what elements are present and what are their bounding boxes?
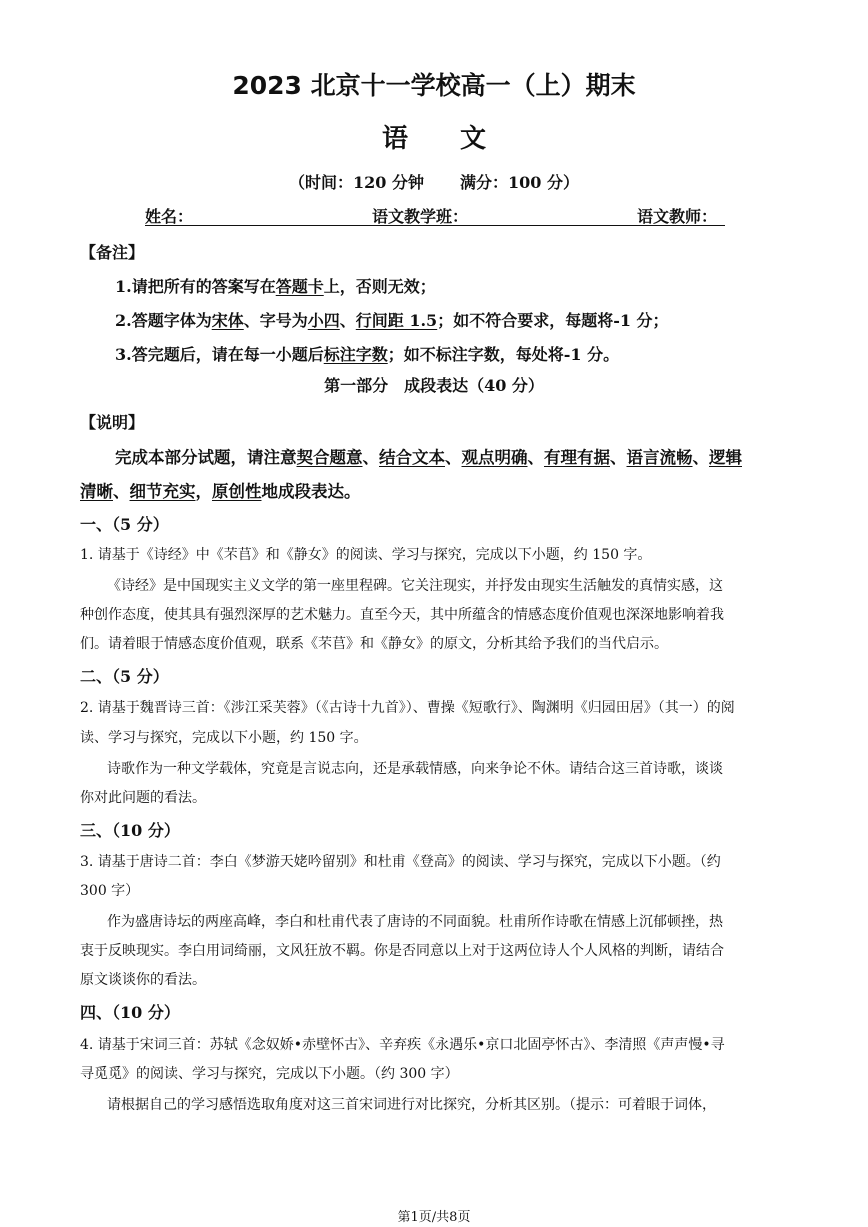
note-3-text-end: ；如不标注字数，每处将-1 分。 — [387, 345, 620, 364]
explain-req-4: 有理有据 — [544, 448, 610, 467]
explain-req-6-cont: 清晰 — [80, 482, 113, 501]
question-3-heading: 三、（10 分） — [80, 821, 180, 840]
exam-score: 满分：100 分） — [460, 173, 579, 192]
note-1-text: 1.请把所有的答案写在 — [115, 277, 276, 296]
name-label: 姓名： — [145, 207, 194, 226]
subject-title: 语文 — [381, 124, 538, 154]
question-1-heading: 一、（5 分） — [80, 515, 169, 534]
explain-line-2 — [80, 478, 361, 502]
student-info-line — [145, 204, 725, 226]
note-2-spacing: 行间距 1.5 — [355, 311, 438, 330]
note-3 — [115, 342, 619, 365]
explain-req-8: 原创性 — [212, 482, 262, 501]
question-1-text: 种创作态度，使其具有强烈深厚的艺术魅力。直至今天，其中所蕴含的情感态度价值观也深深地影响着我 — [80, 607, 724, 623]
question-4-text: 请根据自己的学习感悟选取角度对这三首宋词进行对比探究，分析其区别。（提示：可着眼于词体， — [107, 1097, 716, 1113]
question-4-heading: 四、（10 分） — [80, 1003, 180, 1022]
note-2-font: 宋体 — [211, 311, 244, 330]
note-2-sep: 、 — [339, 311, 356, 330]
note-2-size: 小四 — [307, 311, 340, 330]
explain-req-2: 结合文本 — [379, 448, 445, 467]
explain-req-1: 契合题意 — [296, 448, 363, 467]
explain-req-3: 观点明确 — [461, 448, 528, 467]
explain-sep: 、 — [445, 448, 462, 467]
note-1 — [115, 274, 436, 297]
explain-heading: 【说明】 — [80, 413, 145, 432]
question-2-prompt: 读、学习与探究，完成以下小题，约 150 字。 — [80, 730, 368, 746]
page-number: 第1页/共8页 — [397, 1210, 471, 1225]
teacher-label: 语文教师： — [637, 207, 718, 226]
question-3-text: 衷于反映现实。李白用词绮丽，文风狂放不羁。你是否同意以上对于这两位诗人个人风格的判断，请结合 — [80, 943, 724, 959]
explain-req-7: 细节充实 — [129, 482, 196, 501]
note-3-emphasis: 标注字数 — [323, 345, 388, 364]
explain-sep: 、 — [610, 448, 627, 467]
class-label: 语文教学班： — [372, 207, 469, 226]
question-2-text: 你对此问题的看法。 — [80, 790, 206, 806]
explain-sep: 、 — [362, 448, 379, 467]
notes-heading: 【备注】 — [80, 243, 145, 262]
note-3-text: 3.答完题后，请在每一小题后 — [115, 345, 324, 364]
explain-line-1 — [115, 444, 742, 468]
question-2-heading: 二、（5 分） — [80, 667, 169, 686]
time-score-line — [0, 170, 868, 193]
question-1-prompt: 1. 请基于《诗经》中《芣苢》和《静女》的阅读、学习与探究，完成以下小题，约 150 字。 — [80, 547, 652, 563]
question-2-text: 诗歌作为一种文学载体，究竟是言说志向，还是承载情感，向来争论不休。请结合这三首诗歌，谈谈 — [107, 761, 723, 777]
note-1-text-end: 上，否则无效； — [323, 277, 436, 296]
question-3-prompt: 300 字） — [80, 883, 140, 899]
explain-sep: 、 — [113, 482, 130, 501]
explain-sep: 、 — [692, 448, 709, 467]
exam-title: 2023 北京十一学校高一（上）期末 — [232, 71, 636, 100]
explain-sep: ， — [195, 482, 212, 501]
note-1-emphasis: 答题卡 — [275, 277, 324, 296]
question-1-text: 们。请着眼于情感态度价值观，联系《芣苢》和《静女》的原文，分析其给予我们的当代启示。 — [80, 636, 668, 652]
explain-req-6: 逻辑 — [709, 448, 742, 467]
question-4-prompt: 4. 请基于宋词三首：苏轼《念奴娇•赤壁怀古》、辛弃疾《永遇乐•京口北固亭怀古》、李清照《声声慢•寻 — [80, 1037, 725, 1053]
note-2 — [115, 308, 669, 331]
note-2-text-end: ；如不符合要求，每题将-1 分； — [437, 311, 669, 330]
question-3-text: 作为盛唐诗坛的两座高峰，李白和杜甫代表了唐诗的不同面貌。杜甫所作诗歌在情感上沉郁顿挫，热 — [107, 914, 723, 930]
question-3-text: 原文谈谈你的看法。 — [80, 972, 206, 988]
explain-text: 完成本部分试题，请注意 — [115, 448, 297, 467]
exam-time: （时间：120 分钟 — [289, 173, 424, 192]
question-2-prompt: 2. 请基于魏晋诗三首：《涉江采芙蓉》（《古诗十九首》）、曹操《短歌行》、陶渊明《归园田居》（其一）的阅 — [80, 700, 735, 716]
question-4-prompt: 寻觅觅》的阅读、学习与探究，完成以下小题。（约 300 字） — [80, 1066, 459, 1082]
question-3-prompt: 3. 请基于唐诗二首：李白《梦游天姥吟留别》和杜甫《登高》的阅读、学习与探究，完成以下小题。（约 — [80, 854, 721, 870]
explain-text-end: 地成段表达。 — [261, 482, 361, 501]
note-2-text-mid: 、字号为 — [243, 311, 308, 330]
explain-sep: 、 — [527, 448, 544, 467]
part-1-title: 第一部分 成段表达（40 分） — [324, 376, 544, 395]
note-2-text: 2.答题字体为 — [115, 311, 212, 330]
question-1-text: 《诗经》是中国现实主义文学的第一座里程碑。它关注现实，并抒发由现实生活触发的真情实感，这 — [107, 578, 723, 594]
explain-req-5: 语言流畅 — [626, 448, 693, 467]
